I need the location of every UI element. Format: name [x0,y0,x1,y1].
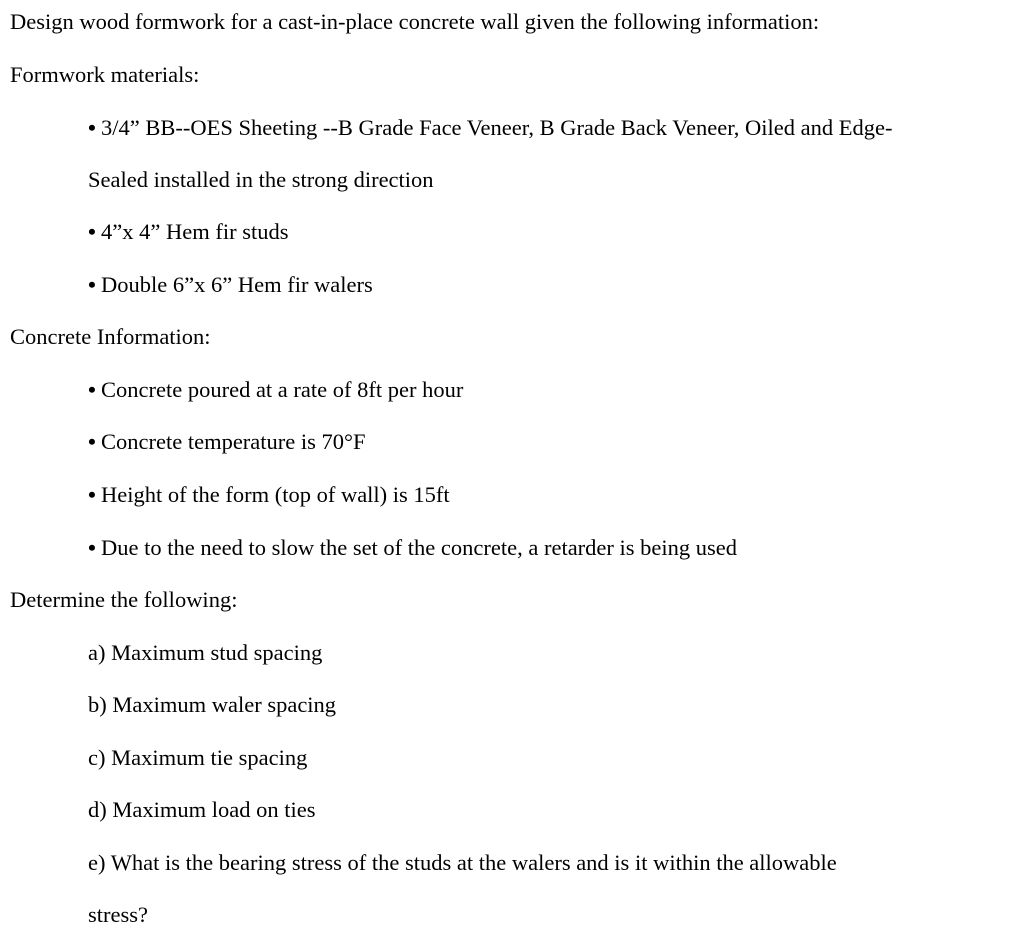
question-item: c) Maximum tie spacing [88,745,308,770]
concrete-item [88,428,366,456]
formwork-heading: Formwork materials: [10,62,200,87]
formwork-item [88,218,288,246]
formwork-item [88,271,373,299]
question-item: e) What is the bearing stress of the studs at the walers and is it within the allowable [88,850,837,875]
concrete-item-text: Concrete poured at a rate of 8ft per hour [101,377,464,402]
formwork-item-text: 4”x 4” Hem fir studs [101,219,289,244]
question-item: d) Maximum load on ties [88,797,316,822]
determine-heading: Determine the following: [10,587,238,612]
bullet-icon: • [88,377,96,402]
concrete-item [88,376,463,404]
concrete-item-text: Due to the need to slow the set of the concrete, a retarder is being used [101,535,738,560]
question-item: b) Maximum waler spacing [88,692,337,717]
concrete-item-text: Height of the form (top of wall) is 15ft [101,482,450,507]
formwork-item-text: Double 6”x 6” Hem fir walers [101,272,373,297]
concrete-heading: Concrete Information: [10,324,211,349]
concrete-item [88,534,737,562]
question-item: a) Maximum stud spacing [88,640,323,665]
formwork-item [88,114,893,142]
formwork-item-continuation: Sealed installed in the strong direction [88,167,434,192]
intro-text: Design wood formwork for a cast-in-place concrete wall given the following information: [10,9,820,34]
bullet-icon: • [88,219,96,244]
bullet-icon: • [88,115,96,140]
bullet-icon: • [88,535,96,560]
formwork-item-text: 3/4” BB--OES Sheeting --B Grade Face Veneer, B Grade Back Veneer, Oiled and Edge- [101,115,893,140]
bullet-icon: • [88,482,96,507]
bullet-icon: • [88,429,96,454]
concrete-item-text: Concrete temperature is 70°F [101,429,366,454]
bullet-icon: • [88,272,96,297]
question-item-continuation: stress? [88,902,148,927]
concrete-item [88,481,450,509]
